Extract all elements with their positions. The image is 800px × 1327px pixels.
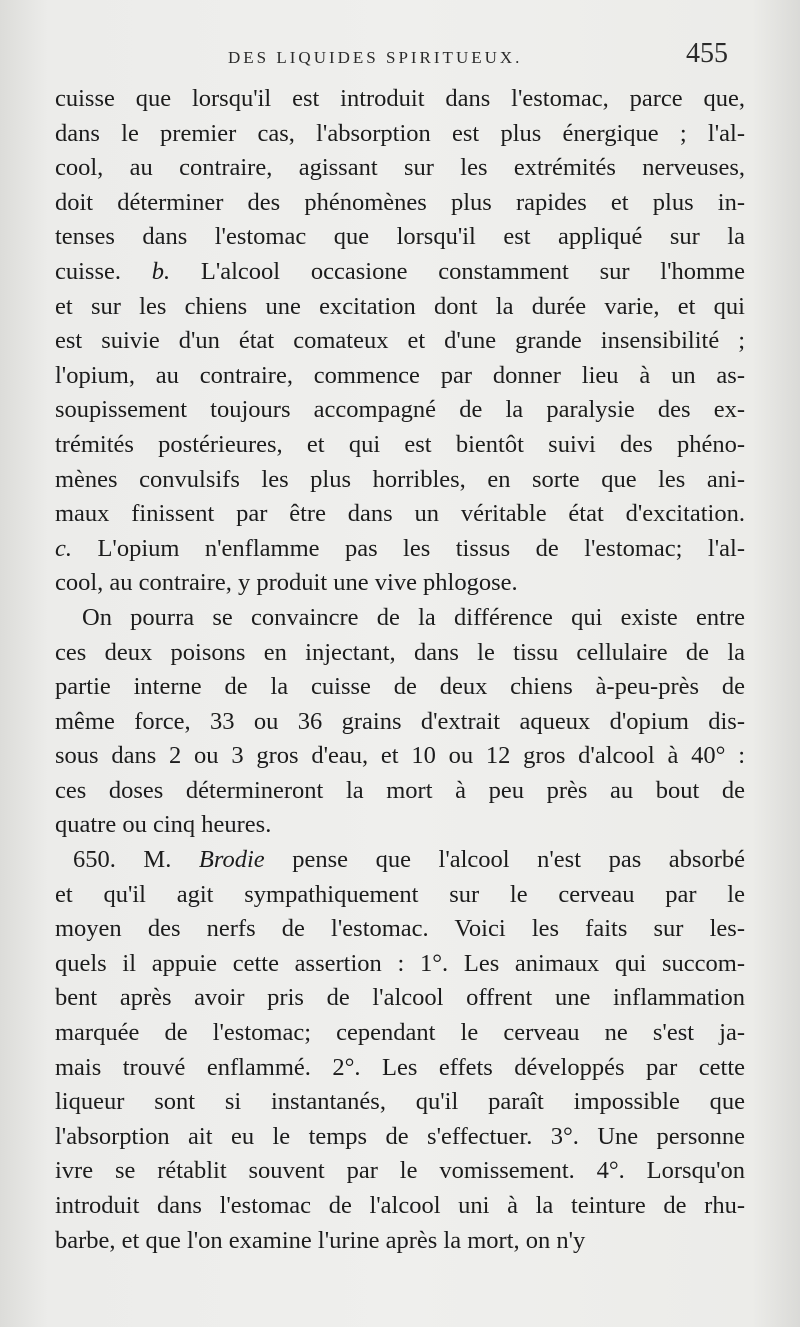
italic-word: c. [55,534,72,562]
text-line: même force, 33 ou 36 grains d'extrait aqueux d'opium dis- [55,707,745,735]
text-line: barbe, et que l'on examine l'urine après la mort, on n'y [55,1226,586,1254]
running-title: DES LIQUIDES SPIRITUEUX. [228,48,523,67]
text-line: cool, au contraire, y produit une vive phlogose. [55,569,518,597]
text-line: quels il appuie cette assertion : 1°. Les animaux qui succom- [55,949,745,977]
text-line: et qu'il agit sympathiquement sur le cerveau par le [55,880,745,908]
text-line: cuisse que lorsqu'il est introduit dans l'estomac, parce que, [55,85,745,112]
text-line: bent après avoir pris de l'alcool offrent une inflammation [55,984,745,1012]
text-line: ivre se rétablit souvent par le vomissement. 4°. Lorsqu'on [55,1157,745,1185]
italic-word: b. [151,257,171,285]
text-line: maux finissent par être dans un véritable état d'excitation. [55,500,745,528]
text-line: l'opium, au contraire, commence par donner lieu à un as- [55,361,745,389]
text-line: 650. M. Brodie pense que l'alcool n'est pas absorbé [73,846,745,874]
text-line: l'absorption ait eu le temps de s'effectuer. 3°. Une personne [55,1122,745,1150]
text-line: sous dans 2 ou 3 gros d'eau, et 10 ou 12 gros d'alcool à 40° : [55,742,745,770]
text-line: moyen des nerfs de l'estomac. Voici les faits sur les- [55,915,745,943]
text-line: tenses dans l'estomac que lorsqu'il est appliqué sur la [55,223,745,251]
text-line: dans le premier cas, l'absorption est plus énergique ; l'al- [55,119,745,147]
text-line: doit déterminer des phénomènes plus rapides et plus in- [55,188,745,216]
text-line: On pourra se convaincre de la différence qui existe entre [82,603,745,631]
text-line: mènes convulsifs les plus horribles, en sorte que les ani- [55,465,745,493]
text-line: soupissement toujours accompagné de la paralysie des ex- [55,396,745,424]
text-line: partie interne de la cuisse de deux chiens à-peu-près de [55,673,745,701]
text-line: mais trouvé enflammé. 2°. Les effets développés par cette [55,1053,745,1081]
text-line: est suivie d'un état comateux et d'une grande insensibilité ; [55,327,745,355]
page-number: 455 [686,38,728,69]
text-line: liqueur sont si instantanés, qu'il paraît impossible que [55,1088,745,1116]
text-line: ces deux poisons en injectant, dans le tissu cellulaire de la [55,638,745,666]
text-line: quatre ou cinq heures. [55,811,272,839]
text-line: cool, au contraire, agissant sur les extrémités nerveuses, [55,154,745,182]
text-line: ces doses détermineront la mort à peu près au bout de [55,776,745,804]
text-line: cuisse. b. L'alcool occasione constamment sur l'homme [55,257,745,285]
italic-word: Brodie [198,846,265,874]
text-line: introduit dans l'estomac de l'alcool uni à la teinture de rhu- [55,1192,745,1219]
text-line: c. L'opium n'enflamme pas les tissus de l'estomac; l'al- [55,534,745,562]
text-line: trémités postérieures, et qui est bientôt suivi des phéno- [55,430,745,458]
body-text [55,82,745,1258]
text-line: marquée de l'estomac; cependant le cerveau ne s'est ja- [55,1019,745,1047]
text-line: et sur les chiens une excitation dont la durée varie, et qui [55,292,745,320]
